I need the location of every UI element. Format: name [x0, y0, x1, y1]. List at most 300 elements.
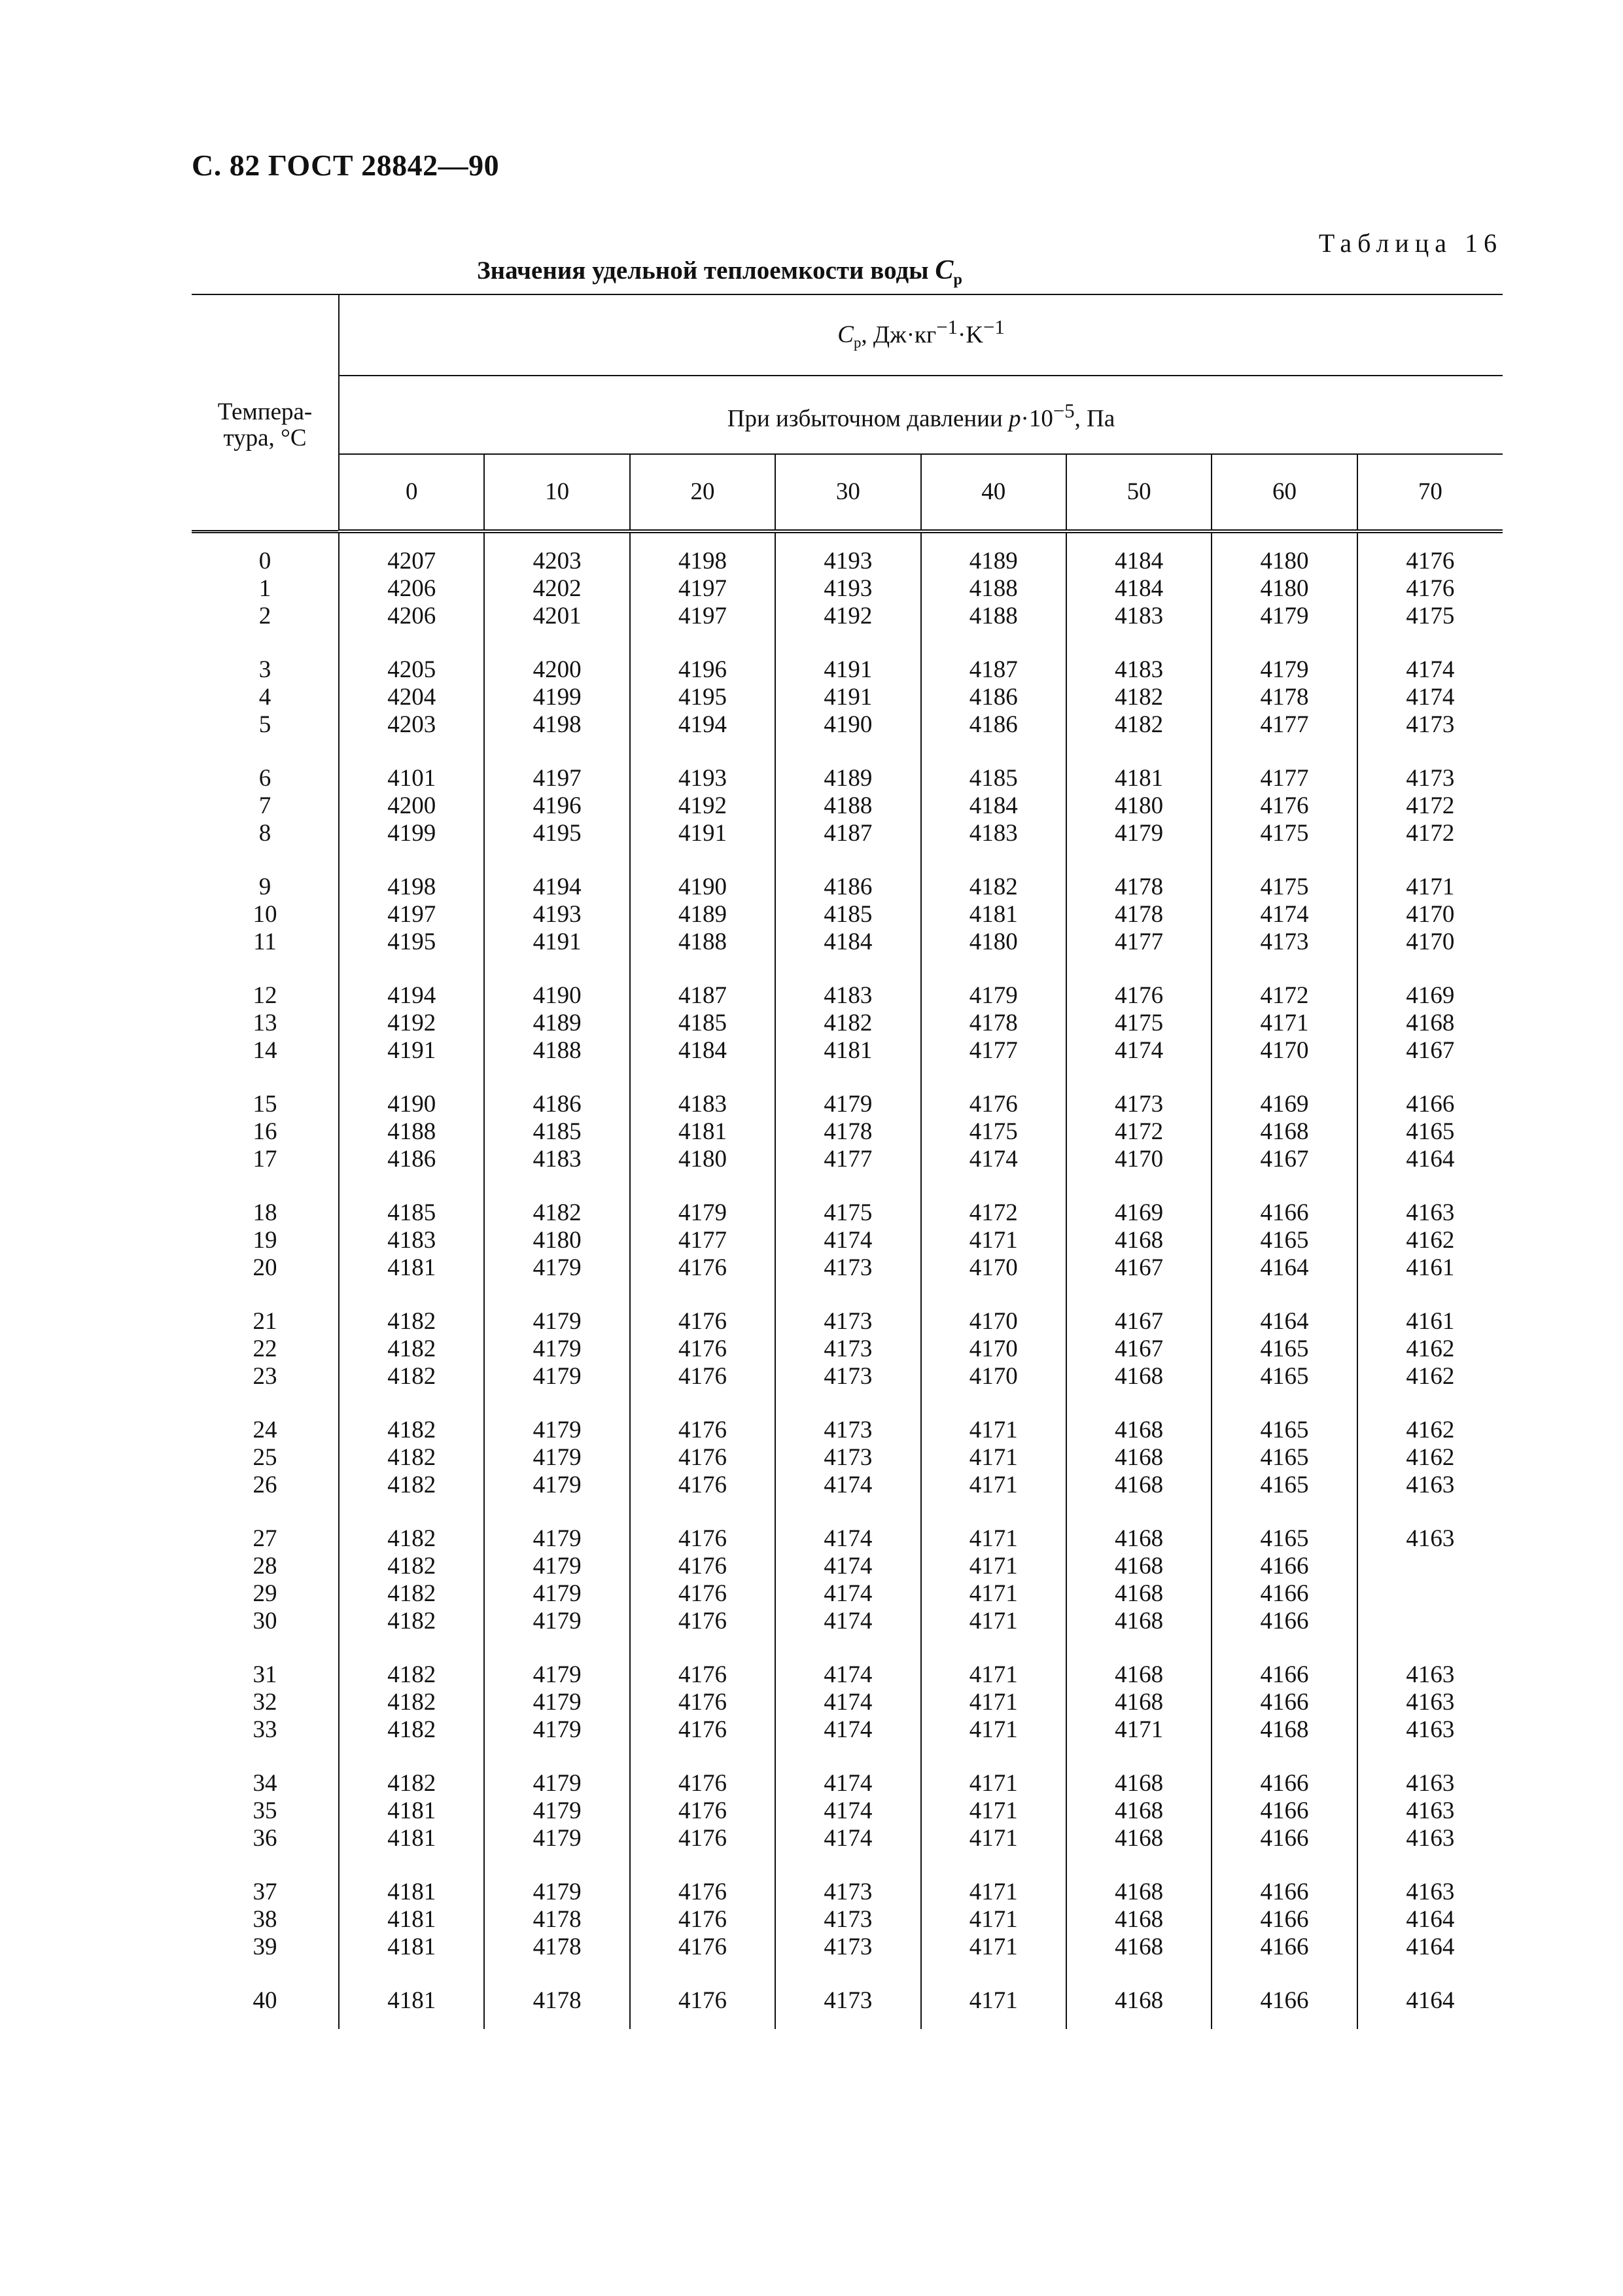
value-cell: 4171 [921, 1797, 1066, 1825]
table-row [192, 1037, 1503, 1065]
value-cell: 4182 [387, 1580, 436, 1607]
value-cell: 4180 [1212, 575, 1357, 603]
value-cell: 4178 [921, 1010, 1066, 1037]
value-cell: 4183 [630, 1091, 775, 1118]
value-cell: 4161 [1357, 1308, 1503, 1335]
temperature-cell: 30 [192, 1608, 339, 1635]
spacer-cell [775, 630, 920, 656]
spacer-cell [484, 1390, 629, 1417]
value-cell [1357, 1608, 1503, 1635]
value-cell: 4166 [1212, 1770, 1357, 1797]
value-cell: 4171 [921, 1934, 1066, 1961]
spacer-cell [775, 739, 920, 765]
value-cell: 4174 [775, 1608, 920, 1635]
temperature-cell: 16 [192, 1118, 339, 1146]
value-cell: 4197 [484, 765, 629, 792]
value-cell: 4175 [1066, 1010, 1212, 1037]
value-cell: 4186 [387, 1146, 436, 1173]
value-cell: 4173 [1066, 1091, 1212, 1118]
temperature-cell: 14 [192, 1037, 339, 1065]
spacer-cell [339, 1065, 484, 1091]
value-cell: 4174 [775, 1825, 920, 1852]
table-title-text: Значения удельной теплоемкости воды [477, 256, 929, 285]
value-cell: 4163 [1357, 1472, 1503, 1499]
value-cell: 4182 [387, 1363, 436, 1390]
temperature-cell: 36 [192, 1825, 339, 1852]
value-cell: 4170 [1357, 901, 1503, 928]
table-row [192, 1879, 1503, 1906]
value-cell: 4198 [387, 874, 436, 900]
table-row [192, 928, 1503, 956]
value-cell: 4181 [387, 1879, 436, 1905]
value-cell: 4177 [921, 1037, 1066, 1065]
spacer-cell [775, 847, 920, 874]
value-cell: 4174 [775, 1716, 920, 1744]
value-cell: 4189 [775, 765, 920, 792]
value-cell: 4176 [630, 1770, 775, 1797]
value-cell: 4206 [387, 575, 436, 602]
pressure-text: При избыточном давлении [727, 405, 1009, 433]
value-cell: 4182 [387, 1472, 436, 1498]
value-cell: 4179 [484, 1308, 629, 1335]
value-cell: 4163 [1357, 1879, 1503, 1906]
value-cell: 4182 [387, 1525, 436, 1552]
value-cell: 4195 [387, 928, 436, 955]
value-cell: 4190 [387, 1091, 436, 1118]
value-cell: 4184 [1066, 575, 1212, 603]
value-cell: 4165 [1212, 1335, 1357, 1363]
spacer-cell [484, 956, 629, 982]
table-row [192, 1987, 1503, 2029]
value-cell: 4163 [1357, 1716, 1503, 1744]
value-cell: 4176 [630, 1906, 775, 1934]
temperature-cell: 3 [192, 656, 339, 684]
spacer-cell [1357, 739, 1503, 765]
spacer-cell [339, 956, 484, 982]
value-cell: 4171 [921, 1987, 1066, 2029]
spacer-cell [192, 1282, 339, 1308]
spacer-cell [921, 1065, 1066, 1091]
value-cell: 4181 [387, 1825, 436, 1852]
spacer-cell [630, 1173, 775, 1199]
table-row [192, 1227, 1503, 1254]
pressure-column-header: 0 [339, 454, 484, 531]
table-row [192, 531, 1503, 575]
spacer-cell [1357, 1744, 1503, 1770]
value-cell: 4168 [1066, 1987, 1212, 2029]
value-cell: 4182 [387, 1661, 436, 1688]
spacer-cell [630, 847, 775, 874]
spacer-cell [339, 1852, 484, 1879]
temperature-cell: 35 [192, 1797, 339, 1825]
value-cell: 4183 [387, 1227, 436, 1254]
spacer-cell [1212, 1961, 1357, 1987]
spacer-cell [192, 847, 339, 874]
value-cell: 4179 [1212, 656, 1357, 684]
value-cell: 4182 [387, 1608, 436, 1634]
value-cell: 4171 [921, 1472, 1066, 1499]
value-cell: 4186 [921, 684, 1066, 711]
spacer-cell [484, 1635, 629, 1661]
value-cell: 4185 [630, 1010, 775, 1037]
table-row [192, 1770, 1503, 1797]
value-cell: 4174 [1212, 901, 1357, 928]
value-cell: 4164 [1212, 1308, 1357, 1335]
value-cell: 4173 [1212, 928, 1357, 956]
value-cell: 4164 [1357, 1146, 1503, 1173]
value-cell: 4175 [1357, 603, 1503, 630]
value-cell: 4186 [484, 1091, 629, 1118]
spacer-cell [339, 847, 484, 874]
value-cell: 4168 [1066, 1525, 1212, 1553]
value-cell: 4163 [1357, 1825, 1503, 1852]
value-cell: 4166 [1212, 1661, 1357, 1689]
value-cell: 4175 [921, 1118, 1066, 1146]
spacer-cell [630, 1499, 775, 1525]
value-cell: 4195 [630, 684, 775, 711]
value-cell: 4176 [630, 1934, 775, 1961]
temperature-cell: 1 [192, 575, 339, 603]
value-cell: 4189 [921, 531, 1066, 575]
group-spacer [192, 1390, 1503, 1417]
value-cell: 4171 [921, 1661, 1066, 1689]
value-cell: 4179 [484, 1417, 629, 1444]
value-cell: 4183 [775, 982, 920, 1010]
temperature-cell: 5 [192, 711, 339, 739]
temperature-cell: 22 [192, 1335, 339, 1363]
table-row [192, 1417, 1503, 1444]
spacer-cell [921, 1635, 1066, 1661]
value-cell: 4181 [775, 1037, 920, 1065]
spacer-cell [630, 1390, 775, 1417]
value-cell: 4184 [630, 1037, 775, 1065]
value-cell: 4183 [921, 820, 1066, 847]
value-cell: 4179 [484, 1661, 629, 1689]
value-cell: 4182 [387, 1553, 436, 1580]
value-cell: 4188 [484, 1037, 629, 1065]
table-row [192, 1689, 1503, 1716]
value-cell: 4171 [1357, 874, 1503, 901]
value-cell: 4185 [921, 765, 1066, 792]
value-cell: 4173 [775, 1934, 920, 1961]
value-cell: 4179 [1066, 820, 1212, 847]
value-cell: 4166 [1212, 1689, 1357, 1716]
value-cell: 4166 [1212, 1797, 1357, 1825]
spacer-cell [775, 1173, 920, 1199]
table-row [192, 792, 1503, 820]
value-cell: 4199 [387, 820, 436, 847]
spacer-cell [192, 1635, 339, 1661]
value-cell: 4167 [1066, 1254, 1212, 1282]
value-cell: 4174 [1357, 656, 1503, 684]
spacer-cell [1212, 1852, 1357, 1879]
value-cell: 4179 [484, 1444, 629, 1472]
value-cell: 4191 [630, 820, 775, 847]
table-body [192, 531, 1503, 2029]
heat-capacity-table [192, 294, 1503, 2029]
spacer-cell [921, 739, 1066, 765]
value-cell: 4172 [1066, 1118, 1212, 1146]
value-cell: 4182 [387, 1308, 436, 1335]
table-row [192, 1335, 1503, 1363]
value-cell: 4168 [1066, 1661, 1212, 1689]
spacer-cell [1066, 739, 1212, 765]
value-cell: 4179 [484, 1525, 629, 1553]
value-cell: 4176 [630, 1525, 775, 1553]
value-cell: 4195 [484, 820, 629, 847]
value-cell: 4168 [1066, 1797, 1212, 1825]
value-cell: 4176 [630, 1689, 775, 1716]
table-row [192, 820, 1503, 847]
value-cell: 4182 [387, 1689, 436, 1716]
value-cell: 4181 [1066, 765, 1212, 792]
table-row [192, 1525, 1503, 1553]
value-cell: 4164 [1212, 1254, 1357, 1282]
temperature-cell: 33 [192, 1716, 339, 1744]
value-cell: 4171 [921, 1879, 1066, 1906]
table-row [192, 1716, 1503, 1744]
value-cell: 4197 [630, 603, 775, 630]
value-cell: 4168 [1066, 1770, 1212, 1797]
value-cell: 4179 [484, 1879, 629, 1906]
table-row [192, 1934, 1503, 1961]
temperature-column-header [192, 294, 339, 531]
temperature-cell: 11 [192, 928, 339, 956]
value-cell: 4166 [1212, 1825, 1357, 1852]
value-cell: 4176 [630, 1797, 775, 1825]
value-cell: 4192 [630, 792, 775, 820]
value-cell: 4192 [775, 603, 920, 630]
value-cell: 4172 [1357, 792, 1503, 820]
spacer-cell [1066, 1961, 1212, 1987]
table-row [192, 1906, 1503, 1934]
value-cell: 4162 [1357, 1417, 1503, 1444]
spacer-cell [630, 630, 775, 656]
spacer-cell [630, 1282, 775, 1308]
spacer-cell [1212, 847, 1357, 874]
group-spacer [192, 847, 1503, 874]
value-cell: 4189 [484, 1010, 629, 1037]
value-cell: 4176 [630, 1879, 775, 1906]
temperature-cell: 28 [192, 1553, 339, 1580]
value-cell: 4163 [1357, 1661, 1503, 1689]
spacer-cell [1066, 630, 1212, 656]
value-cell: 4173 [775, 1308, 920, 1335]
value-cell: 4167 [1212, 1146, 1357, 1173]
value-cell: 4175 [1212, 820, 1357, 847]
group-spacer [192, 1065, 1503, 1091]
value-cell: 4182 [1066, 684, 1212, 711]
value-cell: 4182 [484, 1199, 629, 1227]
spacer-cell [630, 956, 775, 982]
value-cell: 4179 [1212, 603, 1357, 630]
value-cell: 4176 [630, 1608, 775, 1635]
value-cell: 4180 [921, 928, 1066, 956]
value-cell: 4174 [775, 1525, 920, 1553]
group-spacer [192, 1635, 1503, 1661]
value-cell: 4173 [775, 1906, 920, 1934]
group-spacer [192, 739, 1503, 765]
value-cell: 4176 [630, 1308, 775, 1335]
spacer-cell [1357, 1282, 1503, 1308]
spacer-cell [921, 1173, 1066, 1199]
value-cell: 4162 [1357, 1363, 1503, 1390]
value-cell: 4189 [630, 901, 775, 928]
spacer-cell [775, 1499, 920, 1525]
value-cell: 4182 [387, 1716, 436, 1743]
value-cell: 4179 [921, 982, 1066, 1010]
spacer-cell [1066, 1635, 1212, 1661]
table-title-symbol-sub: p [953, 270, 962, 289]
spacer-cell [921, 1282, 1066, 1308]
value-cell: 4191 [484, 928, 629, 956]
temperature-cell: 10 [192, 901, 339, 928]
value-cell: 4168 [1066, 1608, 1212, 1635]
spacer-cell [339, 630, 484, 656]
spacer-cell [339, 739, 484, 765]
value-cell: 4182 [387, 1335, 436, 1362]
value-cell: 4178 [484, 1987, 629, 2029]
value-cell: 4179 [484, 1797, 629, 1825]
value-cell: 4182 [387, 1770, 436, 1797]
value-cell: 4168 [1212, 1716, 1357, 1744]
value-cell: 4171 [921, 1444, 1066, 1472]
value-cell: 4163 [1357, 1770, 1503, 1797]
value-cell: 4199 [484, 684, 629, 711]
value-cell: 4171 [921, 1608, 1066, 1635]
value-cell: 4165 [1212, 1525, 1357, 1553]
spacer-cell [1212, 1282, 1357, 1308]
value-cell: 4171 [1212, 1010, 1357, 1037]
spacer-cell [630, 1961, 775, 1987]
spacer-cell [192, 630, 339, 656]
value-cell: 4192 [387, 1010, 436, 1036]
temperature-cell: 23 [192, 1363, 339, 1390]
value-cell: 4168 [1066, 1906, 1212, 1934]
value-cell: 4178 [1066, 874, 1212, 901]
value-cell: 4168 [1066, 1417, 1212, 1444]
value-cell: 4169 [1066, 1199, 1212, 1227]
value-cell: 4187 [775, 820, 920, 847]
temperature-cell: 4 [192, 684, 339, 711]
temperature-cell: 27 [192, 1525, 339, 1553]
value-cell: 4171 [921, 1553, 1066, 1580]
value-cell: 4177 [1212, 765, 1357, 792]
value-cell: 4179 [484, 1608, 629, 1635]
temperature-cell: 21 [192, 1308, 339, 1335]
table-row [192, 1472, 1503, 1499]
value-cell: 4177 [630, 1227, 775, 1254]
temperature-cell: 7 [192, 792, 339, 820]
value-cell: 4167 [1066, 1308, 1212, 1335]
spacer-cell [484, 1852, 629, 1879]
value-cell: 4182 [1066, 711, 1212, 739]
value-cell: 4200 [484, 656, 629, 684]
value-cell: 4183 [484, 1146, 629, 1173]
value-cell: 4179 [775, 1091, 920, 1118]
value-cell: 4202 [484, 575, 629, 603]
value-cell: 4176 [630, 1580, 775, 1608]
spacer-cell [192, 1390, 339, 1417]
temperature-cell: 24 [192, 1417, 339, 1444]
value-cell: 4181 [921, 901, 1066, 928]
value-cell: 4163 [1357, 1525, 1503, 1553]
value-cell: 4185 [387, 1199, 436, 1226]
value-cell: 4183 [1066, 656, 1212, 684]
spacer-cell [775, 1390, 920, 1417]
value-cell: 4171 [921, 1906, 1066, 1934]
spacer-cell [339, 1499, 484, 1525]
spacer-cell [192, 1173, 339, 1199]
unit-mid: ·K [958, 321, 984, 349]
value-cell: 4174 [1357, 684, 1503, 711]
value-cell: 4168 [1066, 1580, 1212, 1608]
pressure-column-header: 60 [1212, 454, 1357, 531]
spacer-cell [192, 1499, 339, 1525]
spacer-cell [339, 1173, 484, 1199]
value-cell: 4173 [775, 1335, 920, 1363]
spacer-cell [1066, 1065, 1212, 1091]
temperature-cell: 9 [192, 874, 339, 901]
table-row [192, 1254, 1503, 1282]
value-cell: 4179 [484, 1580, 629, 1608]
value-cell: 4174 [775, 1472, 920, 1499]
unit-header [339, 294, 1503, 376]
value-cell: 4176 [630, 1472, 775, 1499]
temperature-cell: 20 [192, 1254, 339, 1282]
value-cell: 4181 [387, 1797, 436, 1824]
value-cell: 4171 [1066, 1716, 1212, 1744]
value-cell: 4181 [387, 1987, 436, 2014]
value-cell: 4174 [775, 1580, 920, 1608]
value-cell: 4200 [387, 792, 436, 819]
value-cell: 4173 [1357, 711, 1503, 739]
value-cell: 4182 [387, 1444, 436, 1471]
table-row [192, 1797, 1503, 1825]
table-row [192, 684, 1503, 711]
unit-rest: , Дж·кг [861, 321, 937, 349]
table-row [192, 1308, 1503, 1335]
value-cell: 4180 [630, 1146, 775, 1173]
value-cell: 4101 [387, 765, 436, 792]
table-row [192, 1146, 1503, 1173]
value-cell: 4171 [921, 1689, 1066, 1716]
spacer-cell [1066, 1390, 1212, 1417]
value-cell: 4164 [1357, 1987, 1503, 2029]
value-cell: 4201 [484, 603, 629, 630]
spacer-cell [630, 1065, 775, 1091]
spacer-cell [1066, 1173, 1212, 1199]
value-cell: 4182 [921, 874, 1066, 901]
spacer-cell [339, 1961, 484, 1987]
table-row [192, 765, 1503, 792]
value-cell: 4176 [630, 1661, 775, 1689]
value-cell: 4168 [1066, 1689, 1212, 1716]
value-cell: 4174 [775, 1661, 920, 1689]
value-cell: 4206 [387, 603, 436, 629]
spacer-cell [1212, 1173, 1357, 1199]
value-cell: 4169 [1212, 1091, 1357, 1118]
value-cell: 4173 [775, 1987, 920, 2029]
spacer-cell [775, 1635, 920, 1661]
temperature-cell: 18 [192, 1199, 339, 1227]
spacer-cell [1066, 1499, 1212, 1525]
value-cell: 4176 [1212, 792, 1357, 820]
value-cell: 4179 [484, 1363, 629, 1390]
table-row [192, 656, 1503, 684]
value-cell: 4196 [630, 656, 775, 684]
table-row [192, 1661, 1503, 1689]
